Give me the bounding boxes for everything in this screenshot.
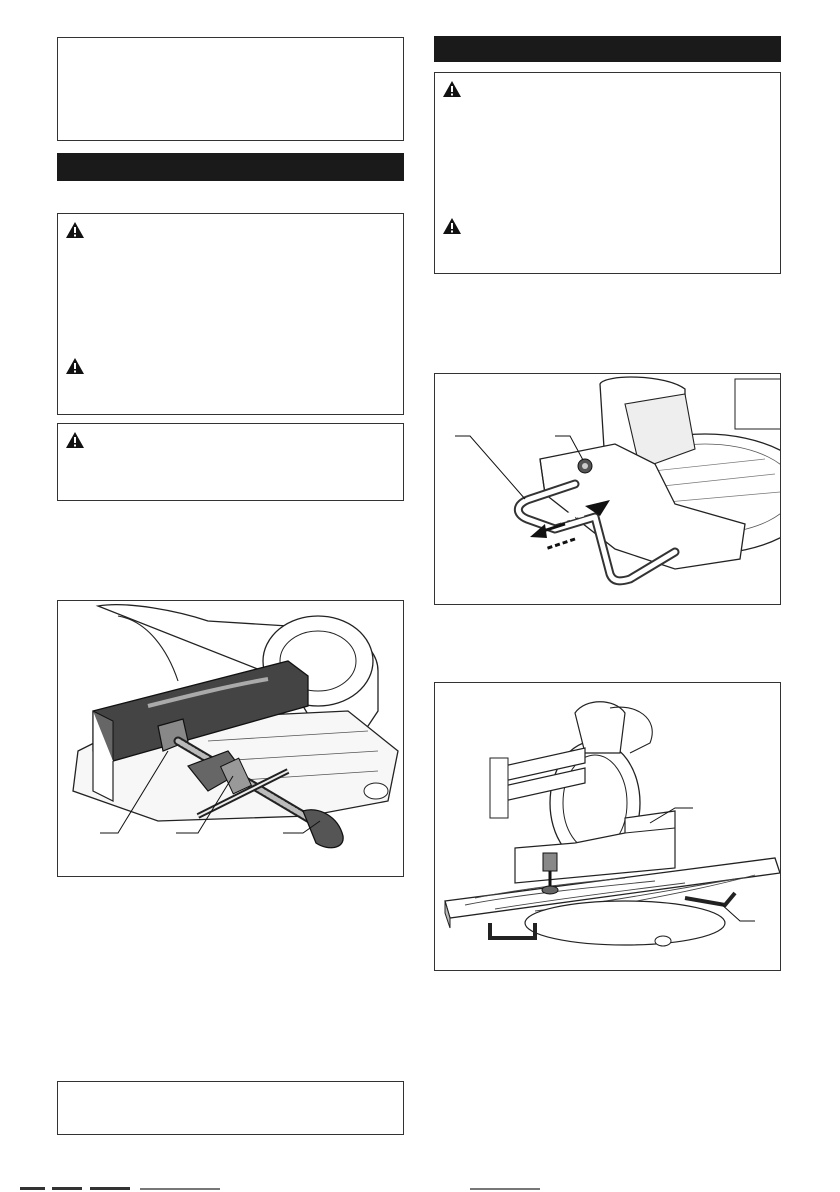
figure-holder-rod bbox=[434, 373, 781, 605]
page-bottom-edge bbox=[0, 1184, 840, 1192]
warning-triangle-icon bbox=[65, 221, 85, 239]
left-warning-box-2 bbox=[57, 423, 404, 501]
warning-triangle-icon bbox=[442, 80, 462, 98]
figure-workpiece-support bbox=[434, 682, 781, 971]
holder-rod-illustration bbox=[435, 374, 781, 605]
right-section-header-bar bbox=[434, 36, 781, 62]
workpiece-illustration bbox=[435, 683, 781, 971]
top-note-box bbox=[57, 37, 404, 141]
left-section-header-bar bbox=[57, 153, 404, 181]
figure-vise-assembly bbox=[57, 600, 404, 877]
warning-triangle-icon bbox=[65, 431, 85, 449]
warning-triangle-icon bbox=[65, 357, 85, 375]
left-warning-box-1 bbox=[57, 213, 404, 415]
bottom-note-box bbox=[57, 1081, 404, 1135]
vise-illustration bbox=[58, 601, 404, 877]
right-warning-box bbox=[434, 72, 781, 274]
warning-triangle-icon bbox=[442, 217, 462, 235]
